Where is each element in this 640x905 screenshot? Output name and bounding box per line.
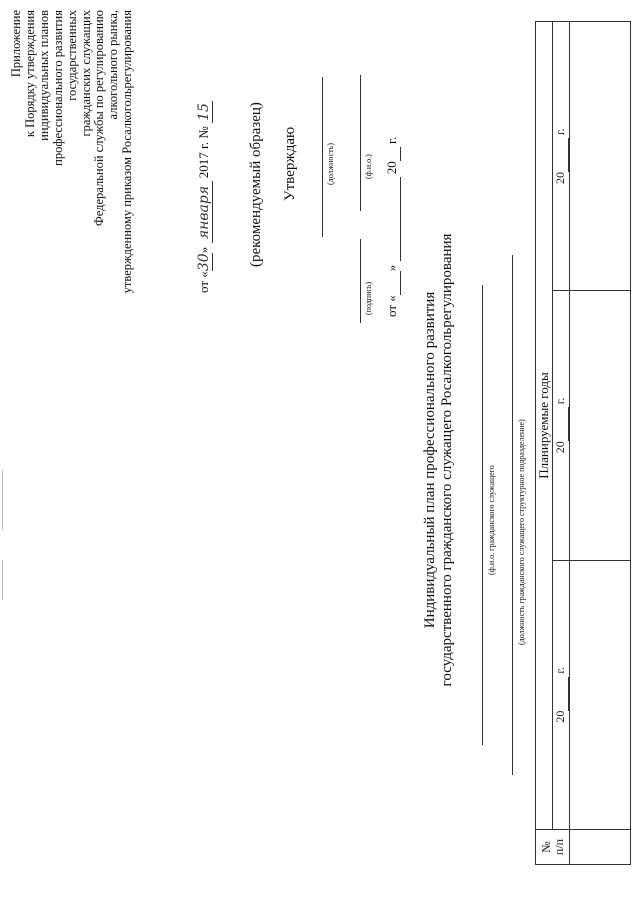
position-caption: (должность) (326, 143, 335, 185)
employee-name-caption: (ф.и.о. гражданского служащего (487, 465, 496, 575)
date-quote-close: » (384, 264, 399, 272)
year-cell (553, 22, 570, 291)
appendix-line: государственных (64, 10, 79, 101)
appendix-block (10, 10, 135, 293)
year-blank (553, 138, 569, 172)
order-prefix: от « (196, 271, 211, 293)
order-quote-close: » (196, 246, 211, 254)
signature-line (360, 239, 361, 323)
appendix-line: профессионального развития (50, 10, 65, 166)
table-body-cell (570, 830, 631, 865)
year-prefix: 20 (553, 441, 567, 454)
order-month: января (196, 181, 213, 243)
appendix-line: алкогольного рынка, (106, 10, 121, 120)
signature-caption: (подпись) (364, 281, 373, 315)
year-cell (553, 291, 570, 560)
date-day-blank (384, 271, 401, 295)
position-line (322, 77, 323, 237)
order-number: 15 (196, 101, 213, 123)
date-month-blank (384, 177, 401, 261)
appendix-line: индивидуальных планов (36, 10, 51, 141)
appendix-line: к Порядку утверждения (22, 10, 37, 138)
num-header-line1: № (538, 841, 553, 853)
appendix-line: гражданских служащих (78, 10, 93, 137)
employee-position-line (512, 255, 513, 775)
num-header-line2: п/п (551, 838, 566, 856)
approver-name-caption: (ф.и.о.) (364, 154, 373, 179)
year-prefix: 20 (553, 171, 567, 184)
plan-title-line1: Индивидуальный план профессионального развития (422, 291, 438, 629)
order-year: 2017 г. № (196, 126, 211, 179)
date-suffix: г. (384, 136, 399, 144)
employee-name-line (482, 285, 483, 745)
sample-note: (рекомендуемый образец) (248, 102, 264, 267)
year-blank (553, 677, 569, 711)
year-suffix: г. (553, 128, 567, 135)
order-day: 30 (196, 253, 212, 272)
name-line (360, 75, 361, 211)
year-blank (553, 407, 569, 441)
table-body-cell (570, 22, 631, 291)
table-body-cell (570, 560, 631, 829)
year-suffix: г. (553, 397, 567, 405)
table-body-cell (570, 291, 631, 560)
approval-date (384, 137, 401, 317)
years-header: Планируемые годы (536, 22, 553, 830)
year-suffix: г. (553, 667, 567, 674)
approval-title: Утверждаю (282, 126, 298, 201)
date-year-blank (384, 147, 401, 161)
date-year: 20 (384, 161, 399, 175)
plan-table (535, 21, 631, 865)
appendix-line: Федеральной службы по регулированию (92, 10, 107, 227)
appendix-line: Приложение (9, 10, 23, 78)
plan-title (422, 225, 456, 695)
num-header (536, 830, 570, 865)
employee-position-caption: (должность гражданского служащего структурное подразделение) (517, 419, 526, 645)
year-prefix: 20 (553, 710, 567, 723)
plan-title-line2: государственного гражданского служащего Росалкогольрегулирования (439, 233, 455, 687)
date-prefix: от « (384, 295, 399, 317)
appendix-line: утвержденному приказом Росалкогольрегулирования (120, 10, 135, 294)
year-cell (553, 560, 570, 829)
order-reference (196, 101, 213, 293)
